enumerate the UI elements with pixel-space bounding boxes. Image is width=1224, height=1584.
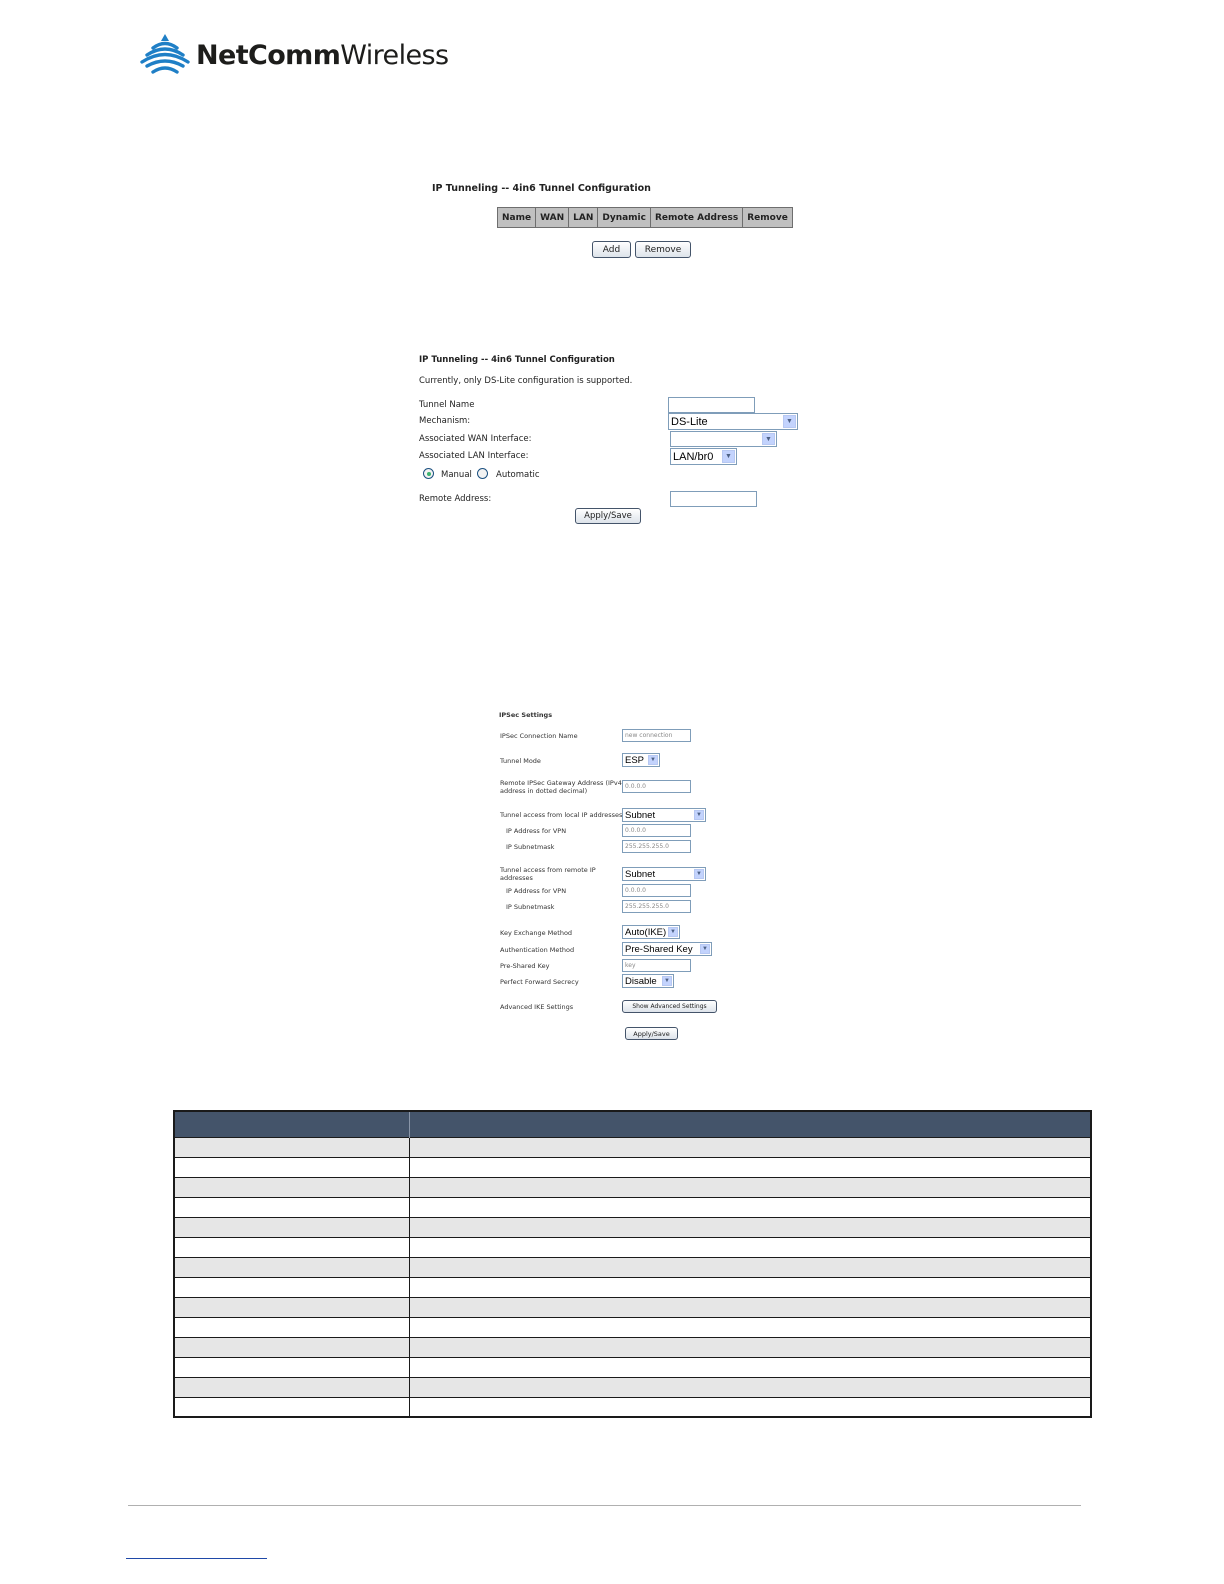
remote-access-value: Subnet [625, 868, 656, 880]
auth-method-label: Authentication Method [500, 946, 575, 954]
remote-address-label: Remote Address: [419, 494, 492, 504]
table-cell [409, 1157, 1091, 1177]
tunnel-table [497, 207, 793, 228]
tunnel-mode-label: Tunnel Mode [500, 757, 541, 765]
table-cell [174, 1377, 409, 1397]
table-cell [409, 1177, 1091, 1197]
brand-name: NetCommWireless [196, 39, 449, 71]
table-row [174, 1157, 1091, 1177]
table-cell [409, 1257, 1091, 1277]
table-cell [174, 1397, 409, 1417]
table-row [174, 1297, 1091, 1317]
manual-radio[interactable] [423, 468, 434, 479]
table-cell [409, 1317, 1091, 1337]
table-cell [174, 1337, 409, 1357]
pfs-select[interactable] [622, 974, 674, 988]
table-header [174, 1111, 1091, 1137]
col-lan: LAN [569, 208, 598, 228]
remote-gw-label-1: Remote IPSec Gateway Address (IPv4 [500, 779, 622, 787]
remote-ip-input[interactable]: 0.0.0.0 [622, 884, 691, 897]
table-cell [409, 1377, 1091, 1397]
table-row [174, 1137, 1091, 1157]
tunnel-table-header [498, 208, 793, 228]
table-row [174, 1337, 1091, 1357]
remote-access-select[interactable] [622, 867, 706, 881]
table-row [174, 1177, 1091, 1197]
table-row [174, 1397, 1091, 1417]
table-cell [409, 1357, 1091, 1377]
add-button[interactable]: Add [592, 241, 631, 258]
pfs-value: Disable [625, 975, 657, 987]
manual-label: Manual [441, 470, 472, 480]
remote-access-label-1: Tunnel access from remote IP [500, 866, 596, 874]
local-mask-input[interactable]: 255.255.255.0 [622, 840, 691, 853]
table-cell [174, 1237, 409, 1257]
footer-link-underline[interactable] [126, 1558, 267, 1559]
table-cell [409, 1217, 1091, 1237]
automatic-radio[interactable] [477, 468, 488, 479]
advanced-ike-label: Advanced IKE Settings [500, 1003, 574, 1011]
table-cell [174, 1277, 409, 1297]
table-cell [174, 1157, 409, 1177]
col-name: Name [498, 208, 536, 228]
lan-interface-select[interactable] [670, 448, 737, 465]
show-advanced-settings-button[interactable]: Show Advanced Settings [622, 1000, 717, 1013]
table-cell [174, 1177, 409, 1197]
chevron-down-icon: ▼ [668, 927, 678, 937]
mechanism-label: Mechanism: [419, 416, 471, 426]
wan-interface-label: Associated WAN Interface: [419, 434, 532, 444]
chevron-down-icon: ▼ [694, 810, 704, 820]
col-remote-address: Remote Address [650, 208, 742, 228]
local-access-label: Tunnel access from local IP addresses [500, 811, 623, 819]
key-exchange-label: Key Exchange Method [500, 929, 573, 937]
tunnel-name-input[interactable] [668, 397, 755, 413]
remote-mask-input[interactable]: 255.255.255.0 [622, 900, 691, 913]
table-cell [409, 1297, 1091, 1317]
table-cell [174, 1297, 409, 1317]
table-row [174, 1217, 1091, 1237]
table-row [174, 1237, 1091, 1257]
table-cell [409, 1337, 1091, 1357]
remove-button[interactable]: Remove [635, 241, 691, 258]
auth-method-value: Pre-Shared Key [625, 943, 693, 955]
chevron-down-icon: ▼ [694, 869, 704, 879]
remote-ip-label: IP Address for VPN [506, 887, 567, 895]
apply-save-button[interactable]: Apply/Save [575, 508, 641, 524]
automatic-label: Automatic [496, 470, 540, 480]
pfs-label: Perfect Forward Secrecy [500, 978, 579, 986]
mechanism-value: DS-Lite [671, 415, 708, 428]
remote-mask-label: IP Subnetmask [506, 903, 555, 911]
local-ip-input[interactable]: 0.0.0.0 [622, 824, 691, 837]
ipsec-title: IPSec Settings [499, 711, 553, 719]
chevron-down-icon: ▼ [662, 976, 672, 986]
table-row [174, 1377, 1091, 1397]
table-cell [409, 1277, 1091, 1297]
table-row [174, 1317, 1091, 1337]
tunnel-mode-value: ESP [625, 754, 645, 766]
footer-divider [128, 1505, 1081, 1506]
psk-label: Pre-Shared Key [500, 962, 550, 970]
tunnel-list-title: IP Tunneling -- 4in6 Tunnel Configuration [432, 183, 651, 194]
table-cell [174, 1217, 409, 1237]
col-wan: WAN [536, 208, 569, 228]
lan-interface-value: LAN/br0 [673, 450, 714, 463]
remote-gw-label-2: address in dotted decimal) [500, 787, 588, 795]
col-dynamic: Dynamic [598, 208, 651, 228]
table-cell [409, 1237, 1091, 1257]
table-cell [174, 1197, 409, 1217]
local-ip-label: IP Address for VPN [506, 827, 567, 835]
auth-method-select[interactable] [622, 942, 712, 956]
remote-address-input[interactable] [670, 491, 757, 507]
chevron-down-icon: ▼ [700, 944, 710, 954]
table-cell [409, 1397, 1091, 1417]
table-cell [174, 1357, 409, 1377]
chevron-down-icon: ▼ [783, 415, 796, 428]
chevron-down-icon: ▼ [762, 433, 775, 445]
tunnel-name-label: Tunnel Name [419, 400, 475, 410]
table-cell [174, 1257, 409, 1277]
lan-interface-label: Associated LAN Interface: [419, 451, 529, 461]
remote-gw-input[interactable]: 0.0.0.0 [622, 780, 691, 793]
tunnel-form-title: IP Tunneling -- 4in6 Tunnel Configuration [419, 355, 615, 365]
local-access-value: Subnet [625, 809, 656, 821]
ipsec-apply-save-button[interactable]: Apply/Save [625, 1027, 678, 1040]
mechanism-select[interactable] [668, 413, 798, 430]
table-cell [409, 1197, 1091, 1217]
table-row [174, 1357, 1091, 1377]
conn-name-label: IPSec Connection Name [500, 732, 578, 740]
table-row [174, 1277, 1091, 1297]
psk-input[interactable]: key [622, 959, 691, 972]
conn-name-input[interactable]: new connection [622, 729, 691, 742]
netcomm-logo [140, 32, 448, 78]
local-mask-label: IP Subnetmask [506, 843, 555, 851]
wan-interface-select[interactable] [670, 431, 777, 447]
ds-lite-note: Currently, only DS-Lite configuration is supported. [419, 376, 633, 386]
remote-access-label-2: addresses [500, 874, 533, 882]
table-cell [409, 1137, 1091, 1157]
chevron-down-icon: ▼ [648, 755, 658, 765]
local-access-select[interactable] [622, 808, 706, 822]
header-cell [409, 1111, 1091, 1137]
table-row [174, 1197, 1091, 1217]
col-remove: Remove [743, 208, 793, 228]
wifi-arcs-icon [140, 32, 190, 78]
tunnel-mode-select[interactable] [622, 753, 660, 767]
key-exchange-value: Auto(IKE) [625, 926, 667, 938]
table-cell [174, 1317, 409, 1337]
table-row [174, 1257, 1091, 1277]
table-cell [174, 1137, 409, 1157]
key-exchange-select[interactable] [622, 925, 680, 939]
chevron-down-icon: ▼ [722, 450, 735, 463]
settings-description-table [173, 1110, 1092, 1418]
header-cell [174, 1111, 409, 1137]
